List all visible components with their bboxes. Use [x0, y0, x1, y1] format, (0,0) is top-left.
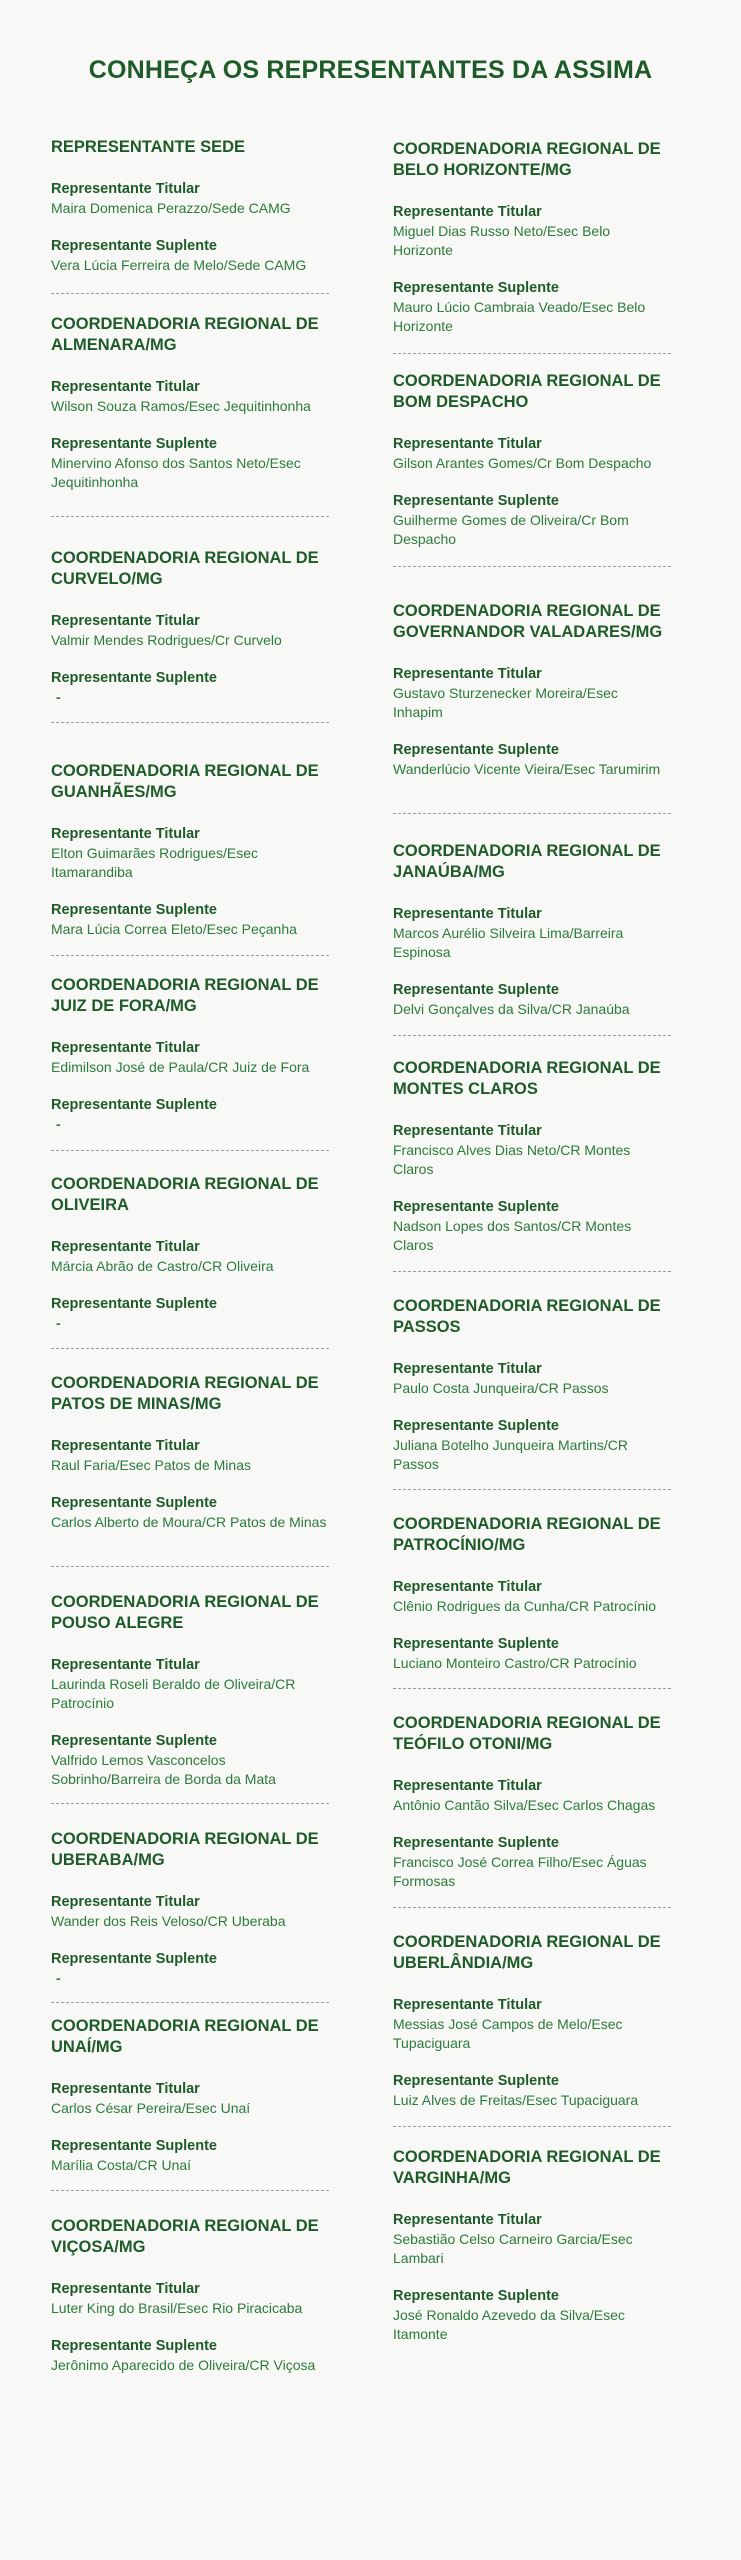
titular-name: Francisco Alves Dias Neto/CR Montes Claros — [393, 1142, 631, 1177]
region-title: COORDENADORIA REGIONAL DE UNAÍ/MG — [51, 2017, 319, 2056]
section-pouso-alegre — [51, 1592, 329, 1789]
suplente-label: Representante Suplente — [51, 670, 217, 686]
region-title: COORDENADORIA REGIONAL DE OLIVEIRA — [51, 1175, 319, 1214]
suplente-label: Representante Suplente — [393, 1418, 559, 1434]
section-belo-horizonte — [393, 139, 671, 336]
section-vicosa — [51, 2216, 329, 2375]
suplente-label: Representante Suplente — [393, 982, 559, 998]
section-patrocinio — [393, 1514, 671, 1673]
region-title: COORDENADORIA REGIONAL DE BOM DESPACHO — [393, 372, 661, 411]
section-montes-claros — [393, 1058, 671, 1255]
titular-label: Representante Titular — [51, 613, 200, 629]
section-governador-valadares — [393, 601, 671, 779]
titular-label: Representante Titular — [393, 1123, 542, 1139]
suplente-name: José Ronaldo Azevedo da Silva/Esec Itamonte — [393, 2307, 625, 2342]
section-uberaba — [51, 1829, 329, 1988]
suplente-label: Representante Suplente — [393, 2288, 559, 2304]
section-patos-de-minas — [51, 1373, 329, 1532]
section-guanhaes — [51, 761, 329, 939]
titular-label: Representante Titular — [393, 204, 542, 220]
suplente-name: Minervino Afonso dos Santos Neto/Esec Jequitinhonha — [51, 455, 301, 490]
divider — [393, 353, 671, 354]
region-title: COORDENADORIA REGIONAL DE JUIZ DE FORA/MG — [51, 976, 319, 1015]
divider — [51, 516, 329, 517]
section-teofilo-otoni — [393, 1713, 671, 1891]
suplente-label: Representante Suplente — [393, 1835, 559, 1851]
divider — [393, 1271, 671, 1272]
suplente-name: - — [56, 1116, 61, 1132]
titular-name: Luter King do Brasil/Esec Rio Piracicaba — [51, 2300, 303, 2316]
region-title: COORDENADORIA REGIONAL DE GUANHÃES/MG — [51, 762, 319, 801]
suplente-name: Guilherme Gomes de Oliveira/Cr Bom Despacho — [393, 512, 629, 547]
titular-name: Wilson Souza Ramos/Esec Jequitinhonha — [51, 398, 311, 414]
divider — [51, 2002, 329, 2003]
divider — [51, 1803, 329, 1804]
suplente-name: Delvi Gonçalves da Silva/CR Janaúba — [393, 1001, 630, 1017]
suplente-label: Representante Suplente — [51, 436, 217, 452]
region-title: COORDENADORIA REGIONAL DE PASSOS — [393, 1297, 661, 1336]
suplente-name: Wanderlúcio Vicente Vieira/Esec Tarumirim — [393, 761, 661, 777]
titular-label: Representante Titular — [393, 1997, 542, 2013]
suplente-label: Representante Suplente — [393, 280, 559, 296]
divider — [393, 2126, 671, 2127]
suplente-name: Valfrido Lemos Vasconcelos Sobrinho/Barreira de Borda da Mata — [51, 1752, 276, 1787]
titular-label: Representante Titular — [393, 1778, 542, 1794]
divider — [393, 1688, 671, 1689]
suplente-label: Representante Suplente — [51, 2338, 217, 2354]
suplente-label: Representante Suplente — [51, 902, 217, 918]
suplente-label: Representante Suplente — [393, 742, 559, 758]
titular-name: Paulo Costa Junqueira/CR Passos — [393, 1380, 609, 1396]
titular-name: Edimilson José de Paula/CR Juiz de Fora — [51, 1059, 310, 1075]
divider — [51, 955, 329, 956]
titular-label: Representante Titular — [51, 1239, 200, 1255]
section-unai — [51, 2016, 329, 2175]
divider — [393, 1907, 671, 1908]
titular-label: Representante Titular — [51, 826, 200, 842]
divider — [393, 566, 671, 567]
suplente-label: Representante Suplente — [51, 1951, 217, 1967]
titular-name: Carlos César Pereira/Esec Unaí — [51, 2100, 251, 2116]
titular-name: Maira Domenica Perazzo/Sede CAMG — [51, 200, 291, 216]
suplente-name: Juliana Botelho Junqueira Martins/CR Passos — [393, 1437, 629, 1472]
titular-label: Representante Titular — [51, 1438, 200, 1454]
titular-name: Antônio Cantão Silva/Esec Carlos Chagas — [393, 1797, 656, 1813]
suplente-label: Representante Suplente — [393, 1636, 559, 1652]
divider — [51, 1348, 329, 1349]
region-title: COORDENADORIA REGIONAL DE PATROCÍNIO/MG — [393, 1515, 661, 1554]
region-title: COORDENADORIA REGIONAL DE UBERLÂNDIA/MG — [393, 1933, 661, 1972]
titular-name: Elton Guimarães Rodrigues/Esec Itamarandiba — [51, 845, 258, 880]
divider — [393, 1035, 671, 1036]
titular-label: Representante Titular — [51, 2081, 200, 2097]
suplente-label: Representante Suplente — [51, 2138, 217, 2154]
titular-name: Márcia Abrão de Castro/CR Oliveira — [51, 1258, 274, 1274]
suplente-label: Representante Suplente — [51, 1097, 217, 1113]
suplente-name: - — [56, 1970, 61, 1986]
region-title: COORDENADORIA REGIONAL DE ALMENARA/MG — [51, 315, 319, 354]
divider — [51, 1150, 329, 1151]
titular-label: Representante Titular — [51, 1657, 200, 1673]
suplente-name: Luciano Monteiro Castro/CR Patrocínio — [393, 1655, 637, 1671]
suplente-label: Representante Suplente — [393, 2073, 559, 2089]
suplente-name: Nadson Lopes dos Santos/CR Montes Claros — [393, 1218, 632, 1253]
titular-label: Representante Titular — [393, 1361, 542, 1377]
suplente-label: Representante Suplente — [51, 1733, 217, 1749]
section-sede — [51, 137, 329, 275]
titular-label: Representante Titular — [51, 1040, 200, 1056]
suplente-name: Carlos Alberto de Moura/CR Patos de Minas — [51, 1514, 327, 1530]
titular-label: Representante Titular — [393, 1579, 542, 1595]
titular-name: Gilson Arantes Gomes/Cr Bom Despacho — [393, 455, 652, 471]
titular-name: Raul Faria/Esec Patos de Minas — [51, 1457, 251, 1473]
section-uberlandia — [393, 1932, 671, 2110]
divider — [51, 2190, 329, 2191]
region-title: COORDENADORIA REGIONAL DE CURVELO/MG — [51, 549, 319, 588]
section-curvelo — [51, 548, 329, 707]
suplente-name: Jerônimo Aparecido de Oliveira/CR Viçosa — [51, 2357, 316, 2373]
divider — [51, 722, 329, 723]
suplente-name: Vera Lúcia Ferreira de Melo/Sede CAMG — [51, 257, 307, 273]
titular-name: Miguel Dias Russo Neto/Esec Belo Horizonte — [393, 223, 611, 258]
region-title: COORDENADORIA REGIONAL DE GOVERNANDOR VALADARES/MG — [393, 602, 663, 641]
page-title: CONHEÇA OS REPRESENTANTES DA ASSIMA — [88, 56, 653, 84]
titular-name: Wander dos Reis Veloso/CR Uberaba — [51, 1913, 286, 1929]
suplente-label: Representante Suplente — [51, 1495, 217, 1511]
suplente-name: Mauro Lúcio Cambraia Veado/Esec Belo Horizonte — [393, 299, 646, 334]
titular-label: Representante Titular — [51, 379, 200, 395]
section-passos — [393, 1296, 671, 1474]
divider — [393, 813, 671, 814]
suplente-name: Mara Lúcia Correa Eleto/Esec Peçanha — [51, 921, 297, 937]
titular-label: Representante Titular — [51, 181, 200, 197]
region-title: COORDENADORIA REGIONAL DE TEÓFILO OTONI/MG — [393, 1714, 661, 1753]
region-title: COORDENADORIA REGIONAL DE JANAÚBA/MG — [393, 842, 661, 881]
titular-name: Valmir Mendes Rodrigues/Cr Curvelo — [51, 632, 282, 648]
section-oliveira — [51, 1174, 329, 1333]
suplente-label: Representante Suplente — [51, 1296, 217, 1312]
section-juiz-de-fora — [51, 975, 329, 1134]
section-varginha — [393, 2147, 671, 2344]
suplente-label: Representante Suplente — [393, 1199, 559, 1215]
suplente-name: Francisco José Correa Filho/Esec Águas Formosas — [393, 1854, 647, 1889]
suplente-name: - — [56, 689, 61, 705]
titular-label: Representante Titular — [393, 2212, 542, 2228]
titular-label: Representante Titular — [51, 2281, 200, 2297]
titular-label: Representante Titular — [393, 666, 542, 682]
region-title: COORDENADORIA REGIONAL DE MONTES CLAROS — [393, 1059, 661, 1098]
titular-name: Clênio Rodrigues da Cunha/CR Patrocínio — [393, 1598, 657, 1614]
suplente-name: Marília Costa/CR Unaí — [51, 2157, 192, 2173]
region-title: COORDENADORIA REGIONAL DE PATOS DE MINAS/MG — [51, 1374, 319, 1413]
section-janauba — [393, 841, 671, 1019]
divider — [393, 1489, 671, 1490]
region-title: COORDENADORIA REGIONAL DE VARGINHA/MG — [393, 2148, 661, 2187]
titular-name: Sebastião Celso Carneiro Garcia/Esec Lambari — [393, 2231, 633, 2266]
region-title: COORDENADORIA REGIONAL DE BELO HORIZONTE/MG — [393, 140, 661, 179]
section-bom-despacho — [393, 371, 671, 549]
suplente-label: Representante Suplente — [393, 493, 559, 509]
titular-name: Messias José Campos de Melo/Esec Tupaciguara — [393, 2016, 623, 2051]
titular-name: Marcos Aurélio Silveira Lima/Barreira Espinosa — [393, 925, 624, 960]
divider — [51, 293, 329, 294]
titular-label: Representante Titular — [393, 906, 542, 922]
region-title: COORDENADORIA REGIONAL DE POUSO ALEGRE — [51, 1593, 319, 1632]
titular-label: Representante Titular — [51, 1894, 200, 1910]
divider — [51, 1566, 329, 1567]
section-almenara — [51, 314, 329, 492]
suplente-name: - — [56, 1315, 61, 1331]
region-title: COORDENADORIA REGIONAL DE VIÇOSA/MG — [51, 2217, 319, 2256]
titular-name: Gustavo Sturzenecker Moreira/Esec Inhapim — [393, 685, 618, 720]
region-title: COORDENADORIA REGIONAL DE UBERABA/MG — [51, 1830, 319, 1869]
titular-name: Laurinda Roseli Beraldo de Oliveira/CR Patrocínio — [51, 1676, 296, 1711]
titular-label: Representante Titular — [393, 436, 542, 452]
suplente-label: Representante Suplente — [51, 238, 217, 254]
region-title: REPRESENTANTE SEDE — [51, 138, 246, 156]
suplente-name: Luiz Alves de Freitas/Esec Tupaciguara — [393, 2092, 639, 2108]
